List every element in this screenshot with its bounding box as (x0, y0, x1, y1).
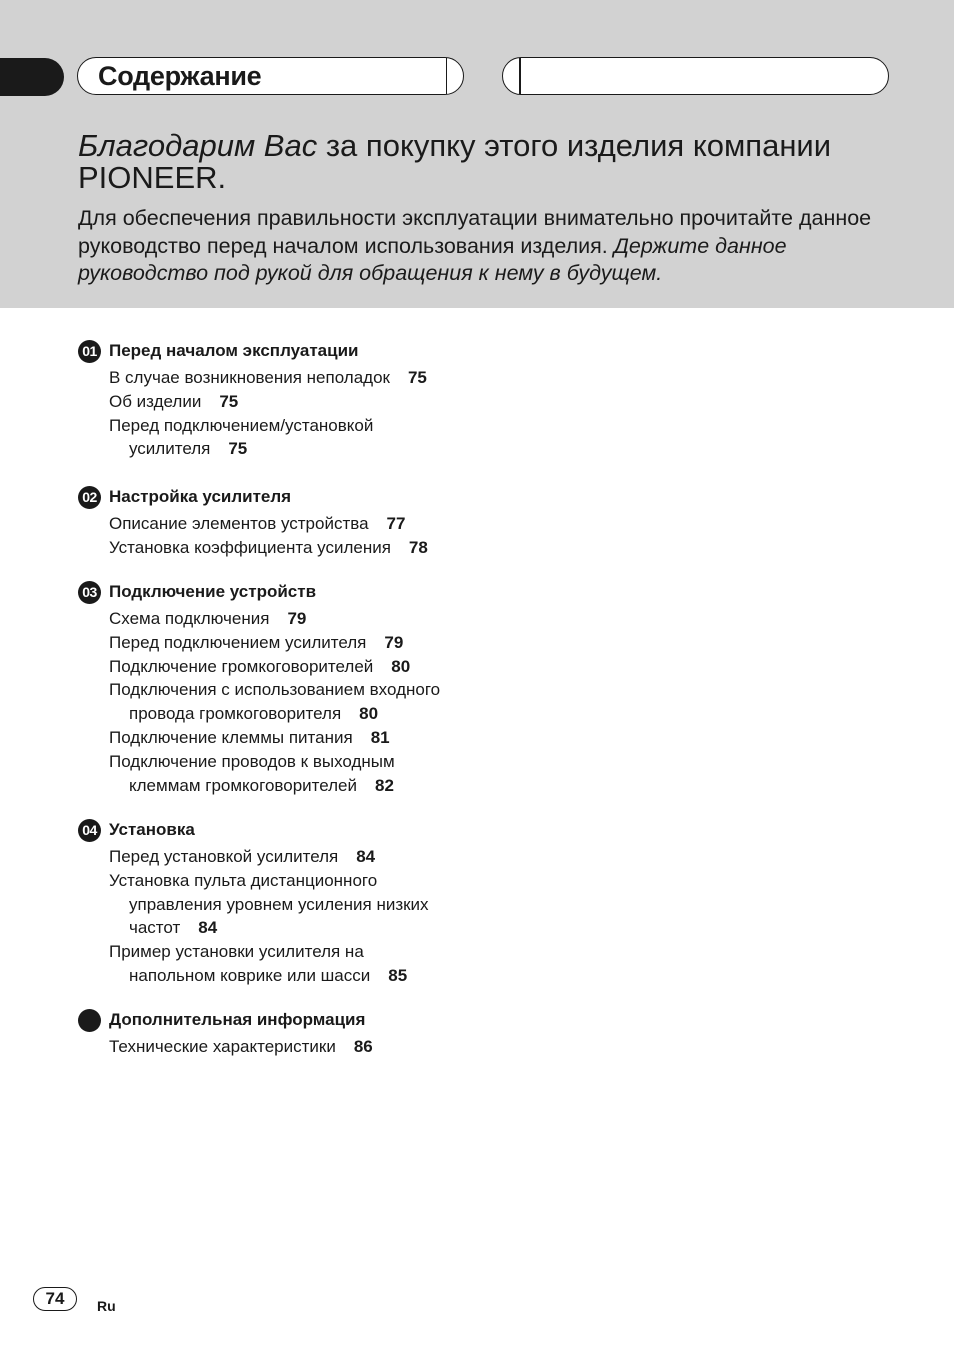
toc-entry-text: Об изделии (109, 391, 202, 411)
toc-page-number: 75 (228, 439, 248, 459)
section-title[interactable]: Подключение устройств (109, 582, 317, 601)
toc-entry-text: Перед подключением усилителя (109, 632, 367, 652)
section-title[interactable]: Установка (109, 820, 195, 839)
toc-entry[interactable] (109, 414, 373, 462)
toc-page-number: 85 (388, 965, 408, 985)
section-number-badge: 02 (78, 486, 101, 509)
toc-entry-text: Подключение проводов к выходным (109, 751, 395, 771)
toc-entry[interactable] (109, 940, 407, 988)
intro-italic-text: Держите данное руководство под рукой для обращения к нему в будущем. (78, 233, 787, 285)
toc-entry[interactable] (109, 655, 410, 679)
toc-entry-text: Установка пульта дистанционного (109, 870, 378, 890)
toc-page-number: 80 (359, 704, 379, 724)
toc-entry[interactable] (109, 678, 440, 726)
toc-entry-text: Схема подключения (109, 609, 270, 628)
section-number-badge: 01 (78, 340, 101, 363)
toc-entry-text: Технические характеристики (109, 1037, 336, 1056)
section-title[interactable]: Настройка усилителя (109, 487, 292, 506)
section-title[interactable]: Перед началом эксплуатации (109, 341, 359, 360)
toc-entry[interactable] (109, 607, 306, 631)
toc-entry-text: Подключение громкоговорителей (109, 656, 374, 676)
section-title[interactable]: Дополнительная информация (109, 1010, 366, 1029)
toc-page-number: 79 (384, 632, 404, 652)
toc-entry[interactable] (109, 750, 395, 798)
page-number: 74 (33, 1287, 77, 1311)
toc-page-number: 84 (356, 847, 376, 866)
toc-entry[interactable] (109, 512, 405, 536)
toc-entry-text: напольном коврике или шасси (129, 965, 371, 985)
toc-entry-text: частот (129, 918, 181, 938)
intro-text: Для обеспечения правильности эксплуатации внимательно прочитайте данное руководство перед началом использования изделия. (78, 206, 872, 258)
section-number-badge (78, 1009, 101, 1032)
toc-entry-text: Описание элементов устройства (109, 514, 369, 533)
toc-entry[interactable] (109, 631, 403, 655)
toc-page-number: 86 (353, 1037, 373, 1056)
section-number-badge: 04 (78, 819, 101, 842)
toc-entry[interactable] (109, 869, 429, 940)
toc-entry-text: провода громкоговорителя (129, 704, 342, 724)
toc-entry-text: Подключение клеммы питания (109, 728, 353, 747)
toc-entry-text: Пример установки усилителя на (109, 942, 364, 962)
thank-you-rest: за покупку этого изделия компании PIONEER. (78, 128, 832, 195)
toc-entry[interactable] (109, 726, 390, 750)
toc-entry-text: усилителя (129, 439, 211, 459)
toc-page-number: 80 (391, 656, 411, 676)
thank-you-italic: Благодарим Вас (78, 128, 318, 163)
toc-page-number: 78 (408, 537, 428, 557)
toc-page-number: 84 (198, 918, 218, 938)
chapter-empty-box (502, 57, 889, 95)
toc-entry[interactable] (109, 390, 238, 414)
toc-entry-text: Установка коэффициента усиления (109, 537, 391, 557)
language-code: Ru (97, 1298, 116, 1314)
page-title: Содержание (98, 61, 262, 91)
toc-page-number: 82 (375, 775, 394, 795)
toc-entry[interactable] (109, 845, 375, 869)
toc-entry-text: клеммам громкоговорителей (129, 775, 358, 795)
section-tab-marker (0, 58, 64, 96)
toc-entry-text: В случае возникновения неполадок (109, 368, 390, 387)
toc-page-number: 79 (287, 609, 307, 628)
toc-page-number: 75 (219, 391, 239, 411)
toc-entry-text: Подключения с использованием входного (109, 680, 441, 700)
toc-page-number: 81 (370, 728, 390, 747)
toc-entry-text: Перед установкой усилителя (109, 847, 339, 866)
toc-entry[interactable] (109, 1035, 373, 1059)
toc-page-number: 75 (407, 368, 427, 387)
toc-entry-text: управления уровнем усиления низких (129, 894, 429, 914)
toc-entry[interactable] (109, 536, 428, 560)
chapter-title-box (77, 57, 464, 95)
toc-page-number: 77 (386, 514, 406, 533)
toc-entry[interactable] (109, 366, 427, 390)
toc-entry-text: Перед подключением/установкой (109, 415, 374, 435)
section-number-badge: 03 (78, 581, 101, 604)
thank-you-heading (78, 130, 898, 194)
intro-paragraph (78, 205, 898, 288)
